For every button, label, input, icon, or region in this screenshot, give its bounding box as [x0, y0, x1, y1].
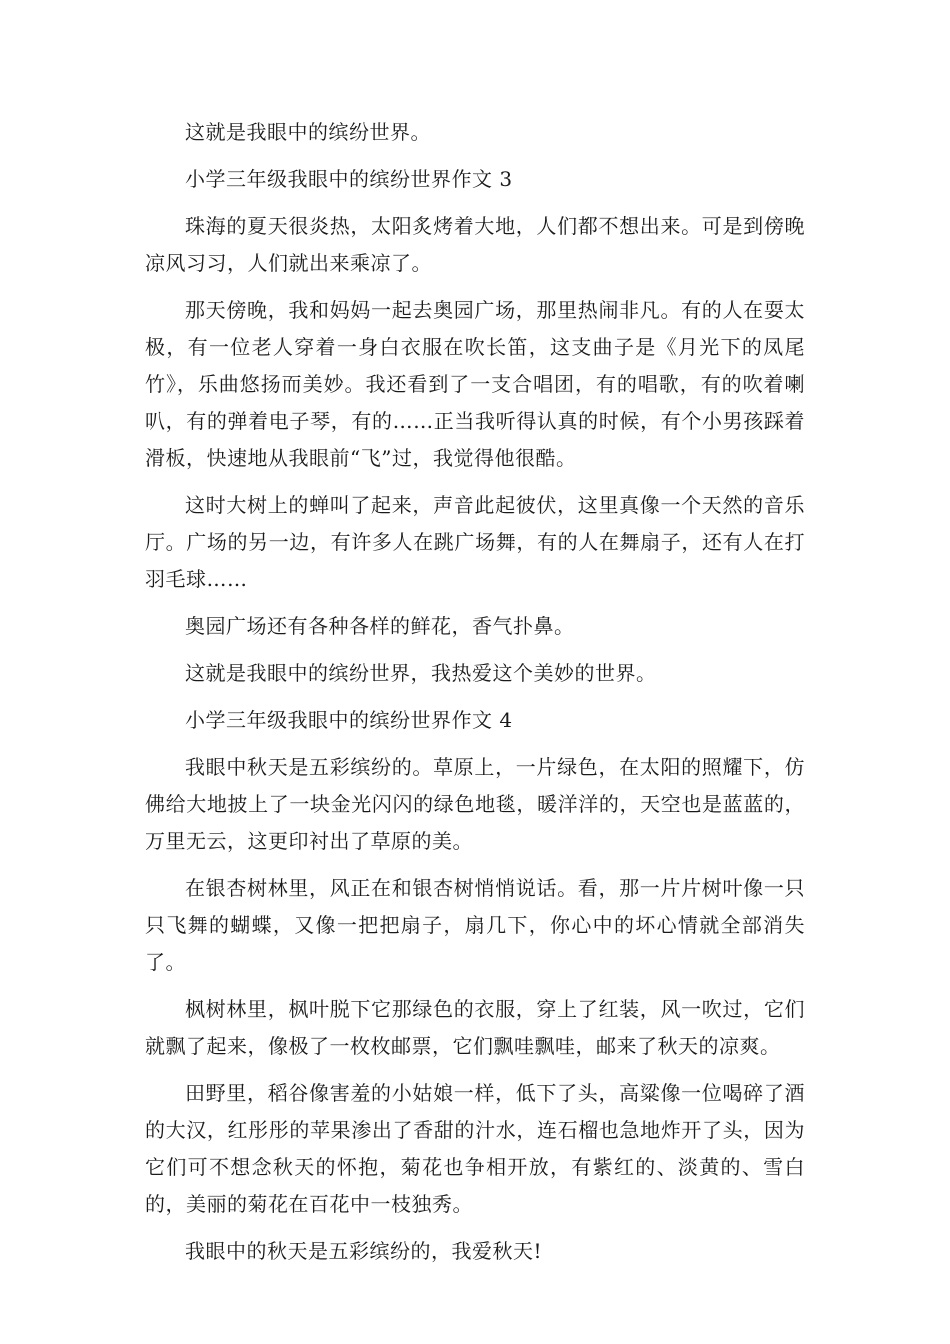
paragraph: 枫树林里，枫叶脱下它那绿色的衣服，穿上了红装，风一吹过，它们就飘了起来，像极了一枚枚邮票，它们飘哇飘哇，邮来了秋天的凉爽。 — [145, 997, 805, 1058]
document-body — [145, 114, 805, 1280]
paragraph: 这就是我眼中的缤纷世界。 — [185, 120, 431, 144]
paragraph: 在银杏树林里，风正在和银杏树悄悄说话。看，那一片片树叶像一只只飞舞的蝴蝶，又像一把把扇子，扇几下，你心中的坏心情就全部消失了。 — [145, 876, 805, 974]
paragraph: 那天傍晚，我和妈妈一起去奥园广场，那里热闹非凡。有的人在耍太极，有一位老人穿着一身白衣服在吹长笛，这支曲子是《月光下的凤尾竹》，乐曲悠扬而美妙。我还看到了一支合唱团，有的唱歌，有的吹着喇叭，有的弹着电子琴，有的……正当我听得认真的时候，有个小男孩踩着滑板，快速地从我眼前“飞”过，我觉得他很酷。 — [145, 298, 805, 470]
paragraph: 这时大树上的蝉叫了起来，声音此起彼伏，这里真像一个天然的音乐厅。广场的另一边，有许多人在跳广场舞，有的人在舞扇子，还有人在打羽毛球…… — [145, 493, 805, 591]
paragraph: 我眼中的秋天是五彩缤纷的，我爱秋天! — [185, 1239, 543, 1263]
paragraph: 这就是我眼中的缤纷世界，我热爱这个美妙的世界。 — [185, 661, 657, 685]
paragraph: 田野里，稻谷像害羞的小姑娘一样，低下了头，高粱像一位喝碎了酒的大汉，红彤彤的苹果渗出了香甜的汁水，连石榴也急地炸开了头，因为它们可不想念秋天的怀抱，菊花也争相开放，有紫红的、淡黄的、雪白的，美丽的菊花在百花中一枝独秀。 — [145, 1081, 805, 1216]
paragraph: 我眼中秋天是五彩缤纷的。草原上，一片绿色，在太阳的照耀下，仿佛给大地披上了一块金光闪闪的绿色地毯，暖洋洋的，天空也是蓝蓝的，万里无云，这更印衬出了草原的美。 — [145, 755, 805, 853]
paragraph: 珠海的夏天很炎热，太阳炙烤着大地，人们都不想出来。可是到傍晚凉风习习，人们就出来乘凉了。 — [145, 214, 805, 275]
paragraph: 奥园广场还有各种各样的鲜花，香气扑鼻。 — [185, 614, 575, 638]
section-heading: 小学三年级我眼中的缤纷世界作文 3 — [185, 167, 513, 191]
section-heading: 小学三年级我眼中的缤纷世界作文 4 — [185, 708, 513, 732]
